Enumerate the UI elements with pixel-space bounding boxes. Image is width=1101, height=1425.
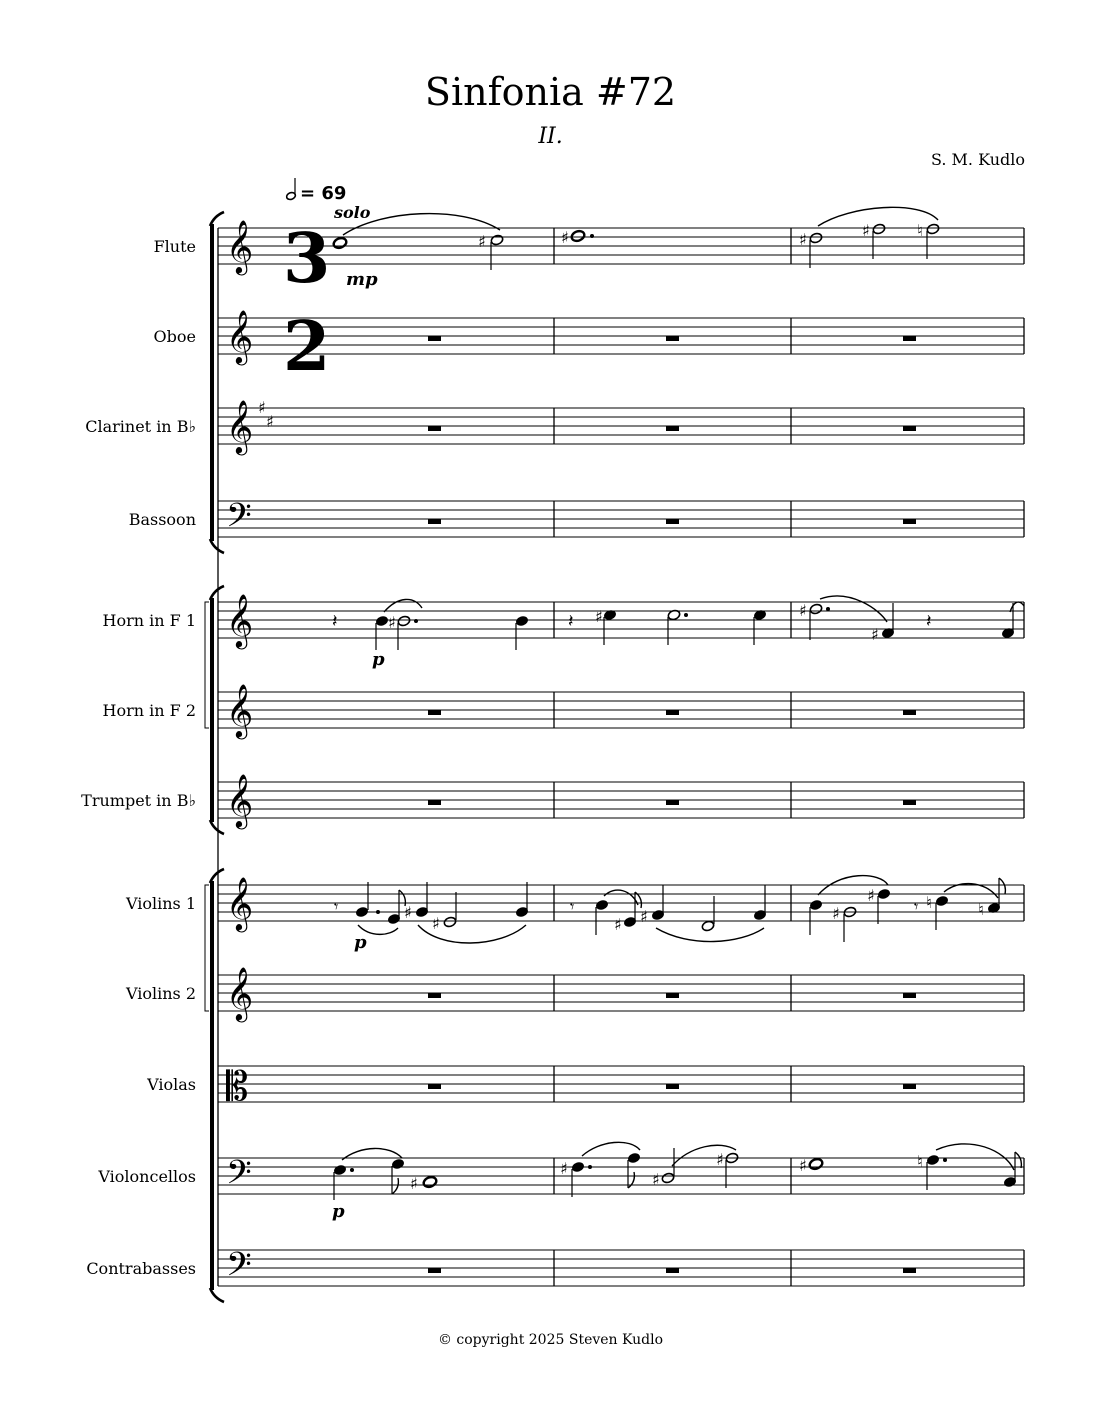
slur bbox=[944, 884, 998, 898]
note bbox=[808, 1157, 823, 1170]
slur bbox=[582, 1142, 640, 1156]
treble-clef-icon: 𝄞 bbox=[226, 309, 254, 363]
group-bracket bbox=[210, 869, 224, 1302]
whole-rest bbox=[666, 1084, 679, 1089]
note bbox=[935, 895, 948, 906]
slur bbox=[384, 599, 422, 612]
note bbox=[397, 615, 411, 627]
slur bbox=[820, 596, 887, 622]
sharp-accidental: ♯ bbox=[799, 230, 807, 249]
note bbox=[332, 236, 347, 249]
treble-clef-icon: 𝄞 bbox=[226, 683, 254, 737]
instrument-name: Trumpet in B♭ bbox=[81, 791, 196, 810]
time-signature-top: 3 bbox=[283, 219, 331, 299]
note bbox=[375, 615, 388, 626]
instrument-name: Violas bbox=[147, 1075, 196, 1094]
note bbox=[926, 1154, 939, 1165]
dynamic-p: p bbox=[372, 649, 385, 670]
sharp-accidental: ♯ bbox=[478, 232, 486, 251]
whole-rest bbox=[428, 710, 441, 715]
subgroup-bracket bbox=[205, 602, 209, 728]
sharp-accidental: ♯ bbox=[862, 221, 870, 240]
treble-clef-icon: 𝄞 bbox=[226, 219, 254, 273]
instrument-name: Violins 1 bbox=[125, 894, 196, 913]
whole-rest bbox=[428, 426, 441, 431]
whole-rest bbox=[428, 1084, 441, 1089]
sharp-accidental: ♯ bbox=[832, 904, 840, 923]
whole-rest bbox=[903, 519, 916, 524]
quarter-rest: 𝄽 bbox=[926, 611, 932, 632]
note bbox=[443, 916, 457, 928]
treble-clef-icon: 𝄞 bbox=[226, 773, 254, 827]
alto-clef-icon: 𝄡 bbox=[226, 1064, 249, 1110]
instrument-name: Clarinet in B♭ bbox=[85, 417, 196, 436]
treble-clef-icon: 𝄞 bbox=[226, 876, 254, 930]
solo-marking: solo bbox=[334, 203, 371, 222]
bass-clef-icon: 𝄢 bbox=[226, 1246, 252, 1292]
sharp-accidental: ♯ bbox=[561, 228, 569, 247]
sharp-accidental: ♯ bbox=[716, 1150, 724, 1169]
whole-rest bbox=[428, 519, 441, 524]
note bbox=[570, 229, 585, 242]
key-signature-sharp: ♯ bbox=[266, 412, 274, 431]
eighth-rest: 𝄾 bbox=[914, 897, 919, 916]
whole-rest bbox=[428, 800, 441, 805]
flute-notes bbox=[332, 207, 940, 290]
score-title: Sinfonia #72 bbox=[424, 70, 677, 114]
treble-clef-icon: 𝄞 bbox=[226, 966, 254, 1020]
whole-rest bbox=[428, 993, 441, 998]
tempo-text: = 69 bbox=[300, 183, 347, 204]
bass-clef-icon: 𝄢 bbox=[226, 1154, 252, 1200]
whole-rest bbox=[903, 1268, 916, 1273]
instrument-name: Violins 2 bbox=[125, 984, 196, 1003]
staff bbox=[103, 683, 1025, 739]
note bbox=[627, 1152, 640, 1163]
cello-notes bbox=[332, 1142, 1021, 1222]
whole-rest bbox=[666, 1268, 679, 1273]
whole-rest bbox=[903, 336, 916, 341]
dynamic-mp: mp bbox=[346, 269, 378, 290]
whole-rest bbox=[666, 336, 679, 341]
whole-rest bbox=[903, 993, 916, 998]
whole-rest bbox=[903, 710, 916, 715]
instrument-name: Contrabasses bbox=[86, 1259, 196, 1278]
whole-rest bbox=[666, 426, 679, 431]
subgroup-bracket bbox=[205, 885, 209, 1011]
note bbox=[391, 1158, 404, 1169]
instrument-name: Violoncellos bbox=[98, 1167, 196, 1186]
sharp-accidental: ♯ bbox=[799, 1156, 807, 1175]
bass-clef-icon: 𝄢 bbox=[226, 497, 252, 543]
instrument-name: Horn in F 1 bbox=[102, 611, 196, 630]
note bbox=[809, 603, 823, 615]
whole-rest bbox=[666, 710, 679, 715]
staff bbox=[85, 398, 1024, 455]
staff bbox=[81, 773, 1024, 829]
instrument-name: Flute bbox=[153, 237, 196, 256]
whole-rest bbox=[666, 519, 679, 524]
note bbox=[490, 234, 504, 246]
staff bbox=[129, 497, 1024, 543]
whole-rest bbox=[428, 1268, 441, 1273]
sharp-accidental: ♯ bbox=[652, 1170, 660, 1189]
note bbox=[355, 906, 368, 917]
sharp-accidental: ♯ bbox=[867, 886, 875, 905]
whole-rest bbox=[903, 426, 916, 431]
note bbox=[809, 232, 823, 244]
note bbox=[515, 615, 528, 626]
key-signature-sharp: ♯ bbox=[258, 398, 266, 417]
sharp-accidental: ♯ bbox=[614, 915, 622, 934]
violins1-notes bbox=[334, 876, 1005, 953]
instrument-name: Horn in F 2 bbox=[102, 701, 196, 720]
sharp-accidental: ♯ bbox=[410, 1174, 418, 1193]
note bbox=[809, 899, 822, 910]
note bbox=[872, 223, 886, 235]
quarter-rest: 𝄽 bbox=[332, 611, 338, 632]
note bbox=[701, 920, 715, 932]
staff bbox=[146, 1064, 1024, 1110]
sharp-accidental: ♯ bbox=[432, 914, 440, 933]
instrument-name: Bassoon bbox=[128, 510, 196, 529]
eighth-rest: 𝄾 bbox=[334, 897, 339, 916]
natural-accidental: ♮ bbox=[917, 221, 923, 240]
treble-clef-icon: 𝄞 bbox=[226, 399, 254, 453]
natural-accidental: ♮ bbox=[978, 900, 984, 919]
composer-name: S. M. Kudlo bbox=[930, 150, 1025, 169]
whole-rest bbox=[903, 1084, 916, 1089]
whole-rest bbox=[903, 800, 916, 805]
staff bbox=[86, 1246, 1024, 1292]
sharp-accidental: ♯ bbox=[799, 601, 807, 620]
treble-clef-icon: 𝄞 bbox=[226, 593, 254, 647]
natural-accidental: ♮ bbox=[926, 893, 932, 912]
horn1-notes bbox=[332, 596, 1024, 670]
group-bracket bbox=[210, 212, 224, 553]
note bbox=[571, 1161, 584, 1172]
note bbox=[661, 1172, 675, 1184]
note bbox=[333, 1164, 346, 1175]
whole-rest bbox=[666, 993, 679, 998]
sharp-accidental: ♯ bbox=[560, 1159, 568, 1178]
quarter-rest: 𝄽 bbox=[568, 611, 574, 632]
sharp-accidental: ♯ bbox=[640, 907, 648, 926]
note bbox=[422, 1175, 437, 1188]
staves-layer bbox=[81, 212, 1024, 1302]
slur bbox=[936, 1144, 1014, 1170]
dynamic-p: p bbox=[332, 1201, 345, 1222]
whole-rest bbox=[666, 800, 679, 805]
note bbox=[595, 899, 608, 910]
staff bbox=[125, 966, 1024, 1022]
note bbox=[926, 223, 940, 235]
eighth-rest: 𝄾 bbox=[570, 897, 575, 916]
instrument-name: Oboe bbox=[153, 327, 196, 346]
dynamic-p: p bbox=[354, 932, 367, 953]
sharp-accidental: ♯ bbox=[388, 613, 396, 632]
whole-rest bbox=[428, 336, 441, 341]
sharp-accidental: ♯ bbox=[404, 903, 412, 922]
movement-number: II. bbox=[538, 124, 563, 149]
time-signature-bottom: 2 bbox=[283, 307, 331, 387]
tempo-marking bbox=[286, 178, 347, 204]
sharp-accidental: ♯ bbox=[595, 607, 603, 626]
staff bbox=[125, 876, 1024, 932]
natural-accidental: ♮ bbox=[917, 1152, 923, 1171]
copyright-notice: © copyright 2025 Steven Kudlo bbox=[437, 1332, 664, 1348]
note bbox=[877, 888, 890, 899]
sharp-accidental: ♯ bbox=[871, 625, 879, 644]
